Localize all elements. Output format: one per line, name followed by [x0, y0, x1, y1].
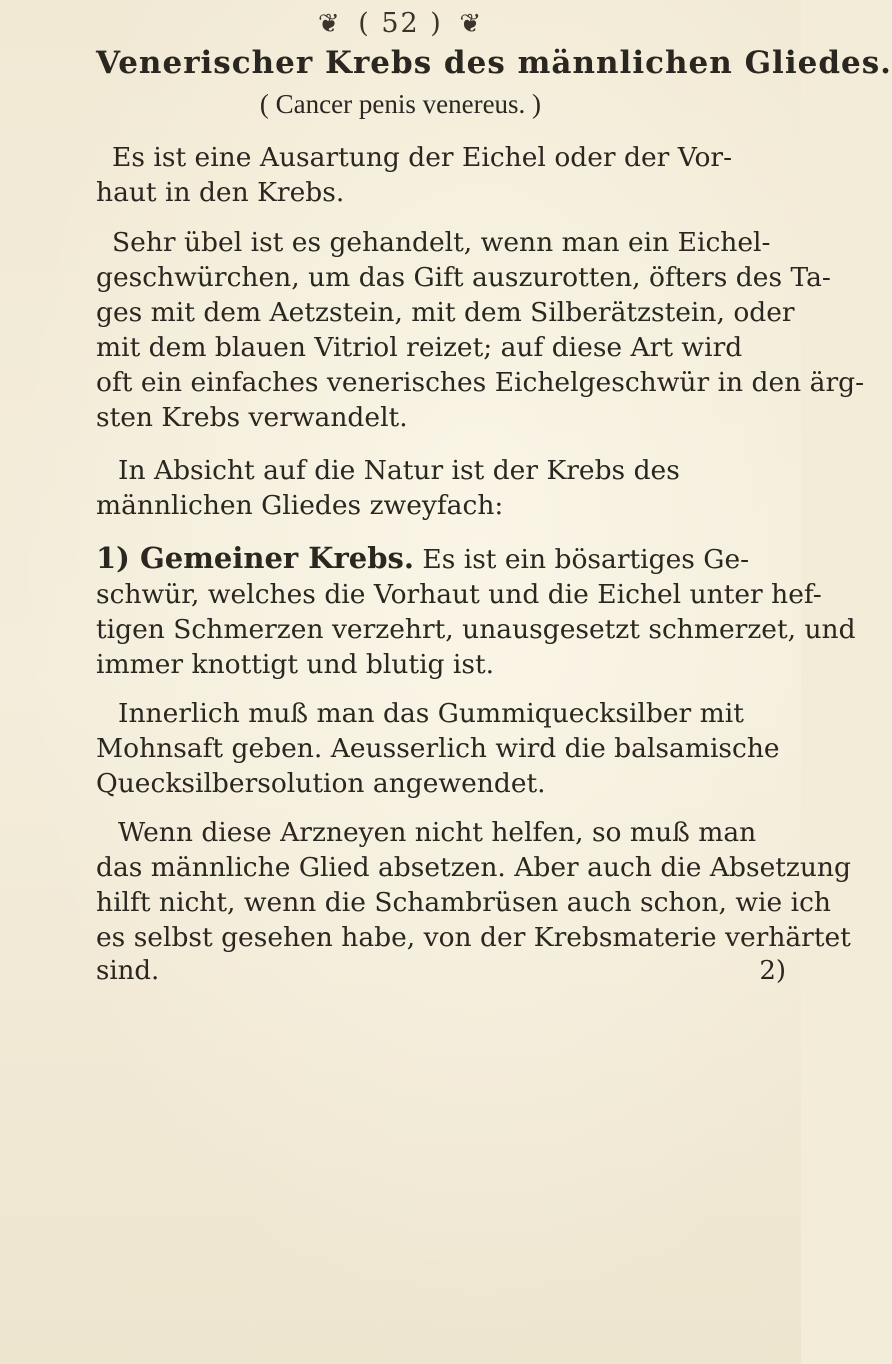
text-line: Innerlich muß man das Gummiquecksilber mit [118, 698, 744, 729]
page-footer [96, 956, 786, 986]
text-line: oft ein einfaches venerisches Eichelgeschwür in den ärg- [96, 367, 865, 398]
text-fragment: Es ist ein bösartiges Ge- [413, 544, 750, 575]
text-line: Quecksilbersolution angewendet. [96, 768, 546, 799]
text-line: Es ist eine Ausartung der Eichel oder der Vor- [112, 142, 733, 173]
text-line [96, 541, 786, 577]
numbered-heading: 1) Gemeiner Krebs. [96, 541, 414, 575]
text-line: Mohnsaft geben. Aeusserlich wird die balsamische [96, 733, 780, 764]
paragraph-4 [96, 541, 856, 682]
section-title: Venerischer Krebs des männlichen Gliedes. [96, 45, 892, 81]
text-line: das männliche Glied absetzen. Aber auch die Absetzung [96, 852, 851, 883]
text-line: es selbst gesehen habe, von der Krebsmaterie verhärtet [96, 922, 851, 953]
catchword: 2) [759, 956, 786, 986]
text-line: geschwürchen, um das Gift auszurotten, öfters des Ta- [96, 262, 831, 293]
paragraph-5 [96, 696, 786, 801]
text-line: männlichen Gliedes zweyfach: [96, 490, 504, 521]
ornament-left-icon: ❦ [317, 9, 342, 39]
text-line: schwür, welches die Vorhaut und die Eichel unter hef- [96, 579, 822, 610]
last-word: sind. [96, 956, 160, 986]
text-line: In Absicht auf die Natur ist der Krebs des [118, 455, 680, 486]
text-line: haut in den Krebs. [96, 177, 345, 208]
text-line: mit dem blauen Vitriol reizet; auf diese Art wird [96, 332, 743, 363]
text-line: Sehr übel ist es gehandelt, wenn man ein Eichel- [112, 227, 771, 258]
paragraph-3 [96, 453, 786, 523]
text-line: Wenn diese Arzneyen nicht helfen, so muß man [118, 817, 757, 848]
section-subtitle: ( Cancer penis venereus. ) [259, 89, 542, 119]
text-line: hilft nicht, wenn die Schambrüsen auch schon, wie ich [96, 887, 831, 918]
page-number: ( 52 ) [358, 8, 443, 39]
page-header [0, 8, 801, 39]
text-line: tigen Schmerzen verzehrt, unausgesetzt schmerzet, und [96, 614, 856, 645]
paragraph-2 [96, 225, 865, 435]
paragraph-6 [96, 815, 851, 955]
text-line: ges mit dem Aetzstein, mit dem Silberätzstein, oder [96, 297, 795, 328]
ornament-right-icon: ❦ [459, 9, 484, 39]
paragraph-1 [96, 140, 786, 210]
text-line: sten Krebs verwandelt. [96, 402, 408, 433]
text-line: immer knottigt und blutig ist. [96, 649, 495, 680]
